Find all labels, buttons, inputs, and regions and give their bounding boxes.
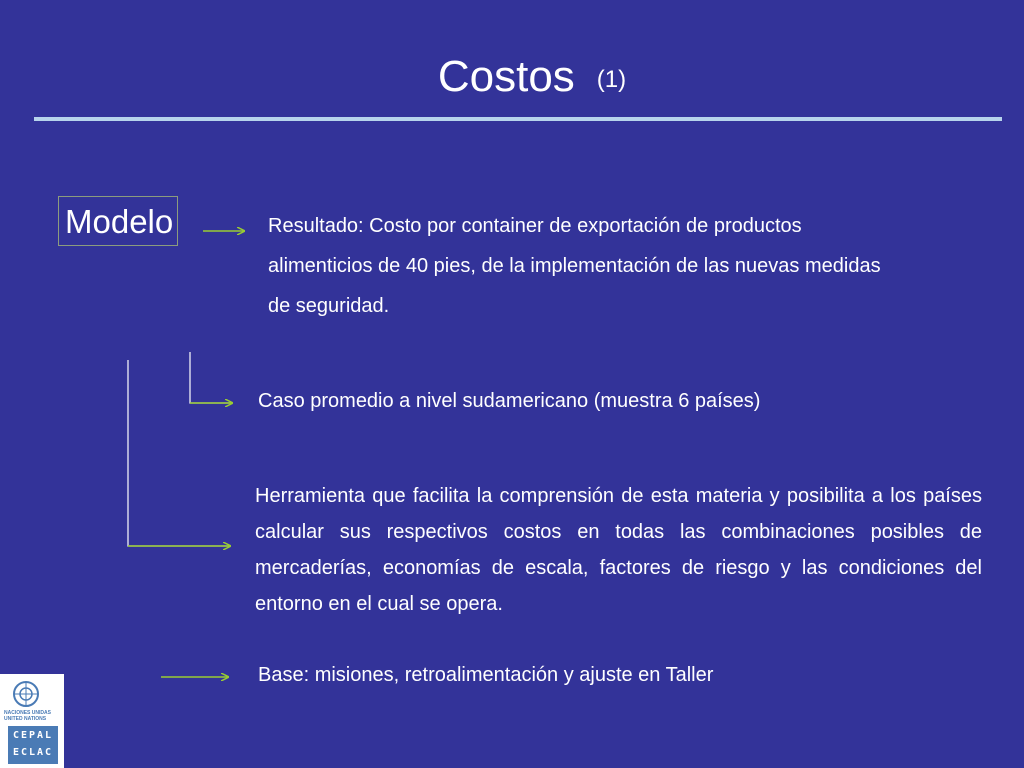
model-box: Modelo — [58, 196, 178, 246]
connector-to-herramienta — [128, 360, 230, 546]
title-main: Costos — [437, 52, 575, 101]
title-number: (1) — [596, 66, 627, 93]
cepal-text: CEPAL — [12, 730, 54, 741]
caso-text: Caso promedio a nivel sudamericano (muestra 6 países) — [258, 390, 761, 412]
eclac-text: ECLAC — [12, 747, 54, 758]
connector-to-caso — [190, 352, 232, 403]
herramienta-text: Herramienta que facilita la comprensión de esta materia y posibilita a los países calcular sus respectivos costos en todas las combinaciones posibles de mercaderías, economías de escala, factores de riesgo y las condiciones del entorno en el cual se opera. — [255, 485, 982, 615]
cepal-logo — [0, 674, 64, 768]
un-line-2: UNITED NATIONS — [4, 716, 47, 722]
resultado-text: Resultado: Costo por container de exportación de productos alimenticios de 40 pies, de la implementación de las nuevas medidas de seguridad. — [268, 215, 881, 317]
cepal-eclac-box — [8, 726, 58, 764]
base-text: Base: misiones, retroalimentación y ajuste en Taller — [258, 664, 714, 686]
un-line-1: NACIONES UNIDAS — [4, 710, 51, 716]
